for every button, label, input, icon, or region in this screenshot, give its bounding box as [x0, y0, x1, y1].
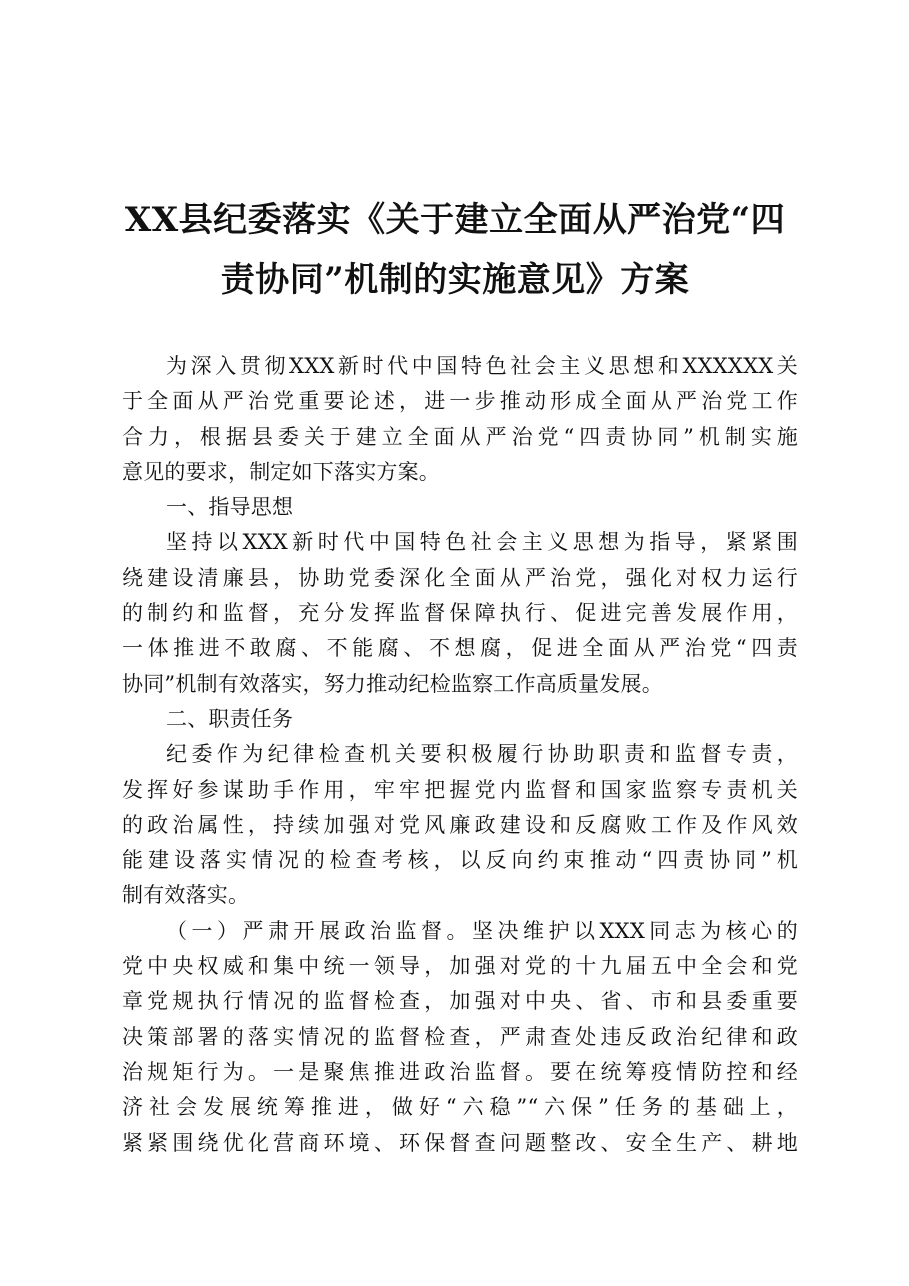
body-line: 坚持以XXX新时代中国特色社会主义思想为指导，紧紧围: [166, 530, 798, 555]
body-line: 的政治属性，持续加强对党风廉政建设和反腐败工作及作风效: [122, 812, 798, 837]
title-line-2: 责协同”机制的实施意见》方案: [220, 260, 690, 300]
body-line: 能建设落实情况的检查考核，以反向约束推动“四责协同”机: [122, 848, 798, 873]
body-line: 为深入贯彻XXX新时代中国特色社会主义思想和XXXXXX关: [166, 354, 798, 378]
body-line: 协同”机制有效落实，努力推动纪检监察工作高质量发展。: [122, 671, 663, 696]
body-line: 纪委作为纪律检查机关要积极履行协助职责和监督专责，: [166, 742, 798, 767]
body-line: 制有效落实。: [122, 883, 250, 908]
body-line: 发挥好参谋助手作用，牢牢把握党内监督和国家监察专责机关: [122, 777, 798, 802]
body-line: 一体推进不敢腐、不能腐、不想腐，促进全面从严治党“四责: [122, 636, 798, 661]
body-line: 紧紧围绕优化营商环境、环保督查问题整改、安全生产、耕地: [122, 1130, 798, 1155]
body-line: 济社会发展统筹推进，做好“六稳”“六保”任务的基础上，: [122, 1095, 798, 1120]
body-line: 治规矩行为。一是聚焦推进政治监督。要在统筹疫情防控和经: [122, 1059, 798, 1084]
body-line: 的制约和监督，充分发挥监督保障执行、促进完善发展作用，: [122, 601, 798, 626]
body-line: 绕建设清廉县，协助党委深化全面从严治党，强化对权力运行: [122, 565, 798, 590]
body-line: 合力，根据县委关于建立全面从严治党“四责协同”机制实施: [122, 424, 798, 449]
section-heading: 一、指导思想: [166, 495, 294, 520]
body-line: 章党规执行情况的监督检查，加强对中央、省、市和县委重要: [122, 989, 798, 1014]
body-line: 决策部署的落实情况的监督检查，严肃查处违反政治纪律和政: [122, 1024, 798, 1049]
body-line: 意见的要求，制定如下落实方案。: [122, 459, 440, 484]
body-line: 党中央权威和集中统一领导，加强对党的十九届五中全会和党: [122, 954, 798, 979]
document-title: [110, 190, 800, 310]
section-heading: 二、职责任务: [166, 706, 294, 731]
title-line-1: XX县纪委落实《关于建立全面从严治党“四: [124, 200, 786, 240]
body-line: 于全面从严治党重要论述，进一步推动形成全面从严治党工作: [122, 389, 798, 414]
subsection-line: （一）严肃开展政治监督。坚决维护以XXX同志为核心的: [166, 918, 798, 943]
document-body: [122, 349, 798, 1161]
